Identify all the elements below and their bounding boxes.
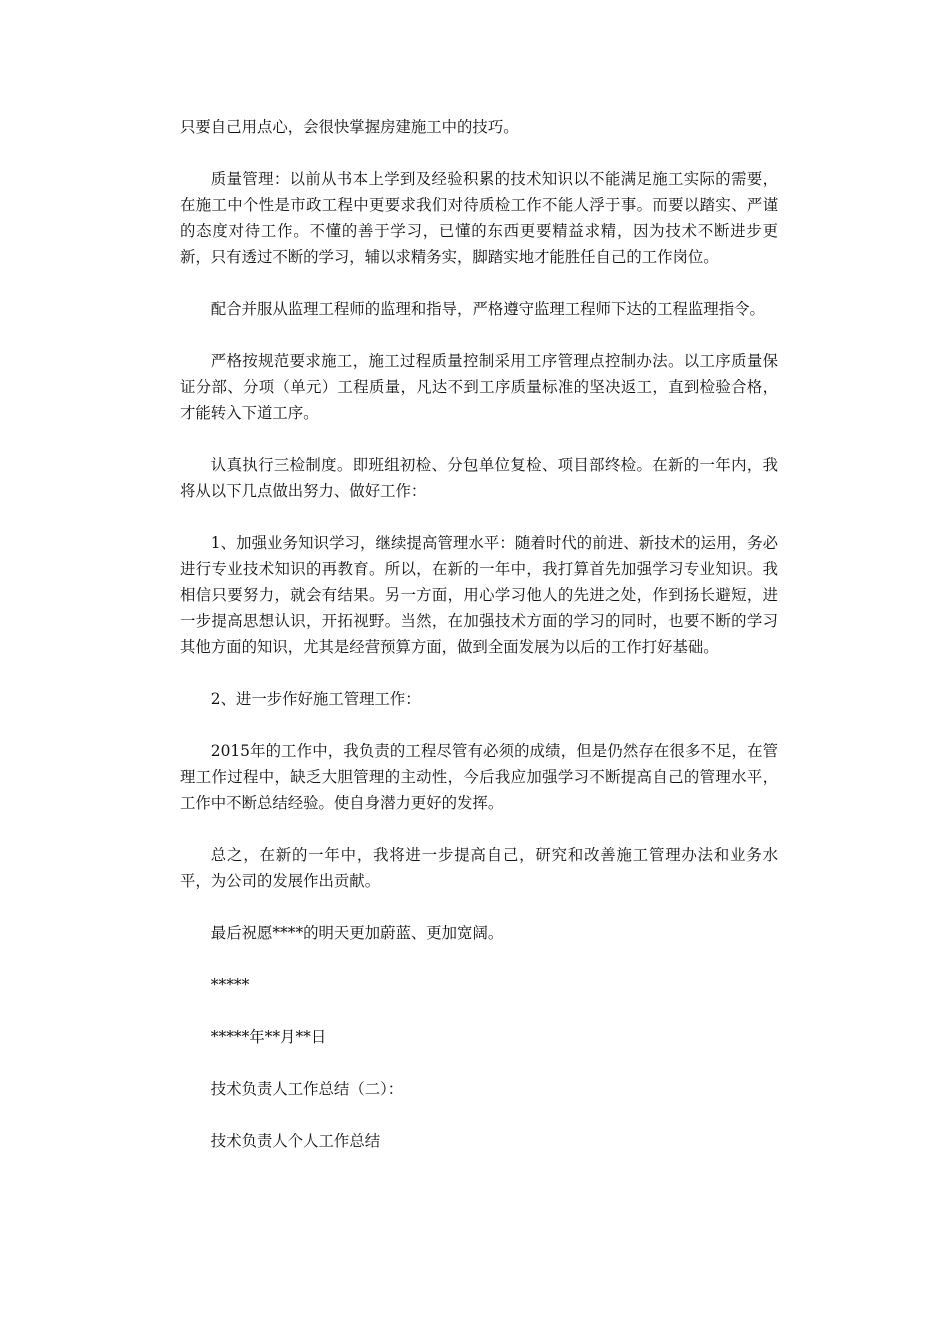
paragraph-gap: [180, 504, 778, 530]
paragraph-gap: [180, 1050, 778, 1076]
document-page: [180, 114, 778, 1154]
paragraph-wishes: 最后祝愿****的明天更加蔚蓝、更加宽阔。: [210, 924, 504, 942]
paragraph-2015-review: 2015年的工作中，我负责的工程尽管有必须的成绩，但是仍然存在很多不足，在管理工作过程中，缺乏大胆管理的主动性，今后我应加强学习不断提高自己的管理水平，工作中不断总结经验。使自身潜力更好的发挥。: [180, 742, 778, 812]
paragraph-gap: [180, 270, 778, 296]
section-heading: 技术负责人工作总结（二）：: [210, 1080, 404, 1098]
paragraph-quality-management: 质量管理：以前从书本上学到及经验积累的技术知识以不能满足施工实际的需要，在施工中个性是市政工程中更要求我们对待质检工作不能人浮于事。而要以踏实、严谨的态度对待工作。不懂的善于学习，已懂的东西更要精益求精，因为技术不断进步更新，只有透过不断的学习，辅以求精务实，脚踏实地才能胜任自己的工作岗位。: [180, 170, 778, 266]
paragraph-conclusion: 总之，在新的一年中，我将进一步提高自己，研究和改善施工管理办法和业务水平，为公司的发展作出贡献。: [180, 846, 778, 890]
paragraph-gap: [180, 816, 778, 842]
paragraph-item-2: 2、进一步作好施工管理工作：: [210, 690, 421, 708]
paragraph-gap: [180, 426, 778, 452]
paragraph-gap: [180, 1102, 778, 1128]
paragraph-gap: [180, 998, 778, 1024]
paragraph-construction-standards: 严格按规范要求施工，施工过程质量控制采用工序管理点控制办法。以工序质量保证分部、分项（单元）工程质量，凡达不到工序质量标准的坚决返工，直到检验合格，才能转入下道工序。: [180, 352, 778, 422]
paragraph-gap: [180, 660, 778, 686]
paragraph-three-inspections: 认真执行三检制度。即班组初检、分包单位复检、项目部终检。在新的一年内，我将从以下几点做出努力、做好工作：: [180, 456, 778, 500]
signature-date: *****年**月**日: [210, 1028, 327, 1046]
paragraph-gap: [180, 894, 778, 920]
paragraph-item-1: 1、加强业务知识学习，继续提高管理水平：随着时代的前进、新技术的运用，务必进行专业技术知识的再教育。所以，在新的一年中，我打算首先加强学习专业知识。我相信只要努力，就会有结果。另一方面，用心学习他人的先进之处，作到扬长避短，进一步提高思想认识，开拓视野。当然，在加强技术方面的学习的同时，也要不断的学习其他方面的知识，尤其是经营预算方面，做到全面发展为以后的工作打好基础。: [180, 534, 778, 656]
paragraph-gap: [180, 946, 778, 972]
section-subtitle: 技术负责人个人工作总结: [210, 1132, 381, 1150]
paragraph-gap: [180, 140, 778, 166]
signature-name: *****: [210, 976, 250, 994]
paragraph-intro: 只要自己用点心，会很快掌握房建施工中的技巧。: [180, 118, 519, 136]
paragraph-supervision: 配合并服从监理工程师的监理和指导，严格遵守监理工程师下达的工程监理指令。: [210, 300, 765, 318]
paragraph-gap: [180, 712, 778, 738]
paragraph-gap: [180, 322, 778, 348]
